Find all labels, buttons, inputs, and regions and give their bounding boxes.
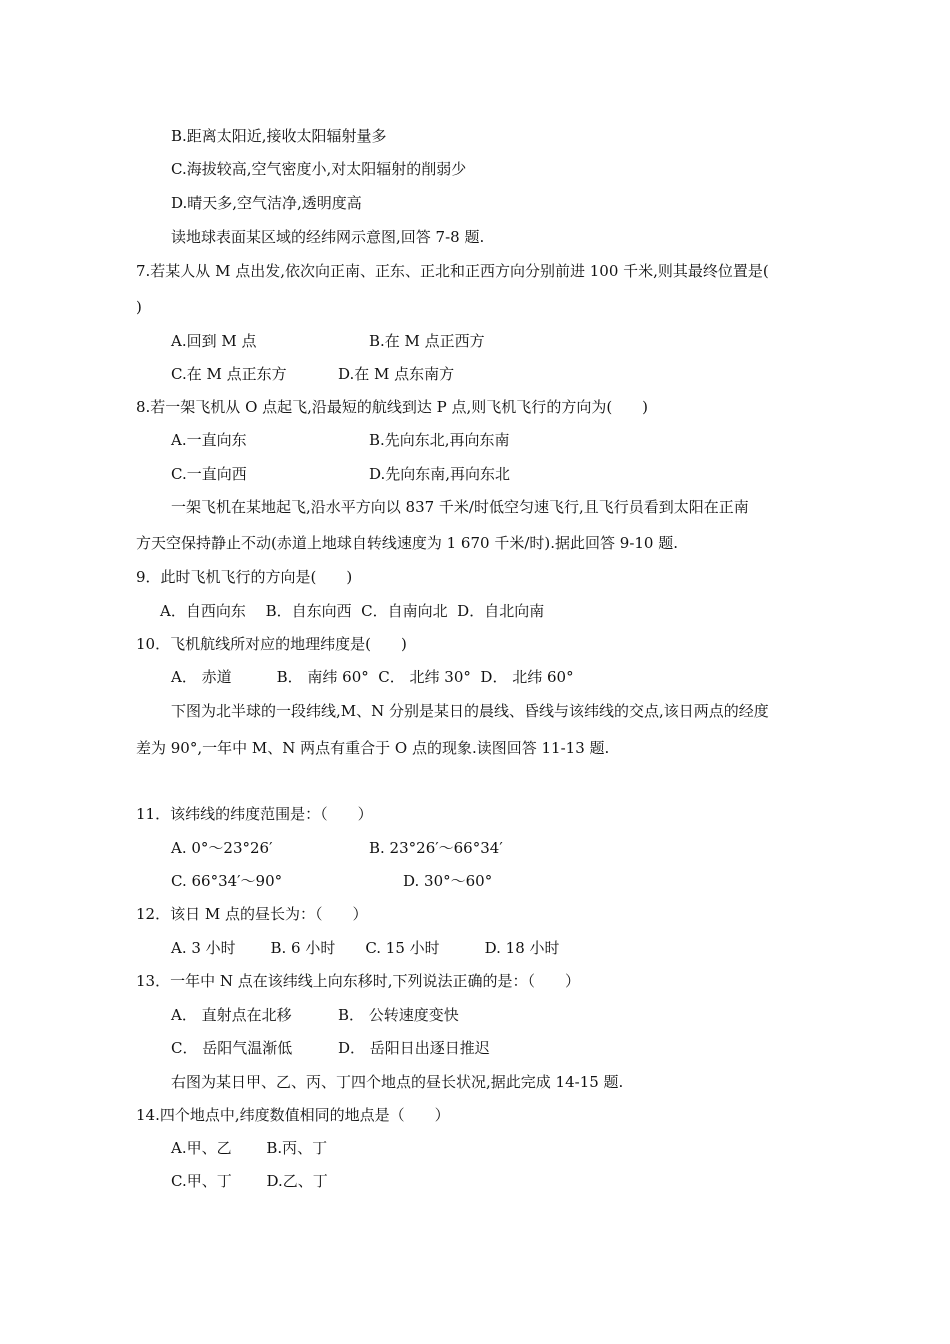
q7-option-a: A.回到 M 点 [171, 332, 257, 350]
q11-option-d: D. 30°～60° [403, 872, 493, 890]
question-14: 14.四个地点中,纬度数值相同的地点是（ ） [136, 1106, 450, 1124]
q11-option-b: B. 23°26′～66°34′ [369, 839, 503, 857]
q10-options: A． 赤道 B． 南纬 60° C． 北纬 30° D． 北纬 60° [171, 668, 574, 686]
q13-option-c: C． 岳阳气温渐低 [171, 1039, 293, 1057]
instruction-14-15: 右图为某日甲、乙、丙、丁四个地点的昼长状况,据此完成 14-15 题. [171, 1073, 624, 1091]
q9-options: A．自西向东 B．自东向西 C．自南向北 D．自北向南 [160, 602, 545, 620]
q8-option-c: C.一直向西 [171, 465, 247, 483]
passage-11-13-line2: 差为 90°,一年中 M、N 两点有重合于 O 点的现象.读图回答 11-13 题. [136, 739, 610, 757]
q6-option-c: C.海拔较高,空气密度小,对太阳辐射的削弱少 [171, 160, 467, 178]
q8-option-a: A.一直向东 [171, 431, 247, 449]
question-8: 8.若一架飞机从 O 点起飞,沿最短的航线到达 P 点,则飞机飞行的方向为( ) [136, 398, 649, 416]
q12-options: A. 3 小时 B. 6 小时 C. 15 小时 D. 18 小时 [171, 939, 560, 957]
q7-option-c: C.在 M 点正东方 [171, 365, 287, 383]
q13-option-d: D． 岳阳日出逐日推迟 [338, 1039, 490, 1057]
q6-option-d: D.晴天多,空气洁净,透明度高 [171, 194, 362, 212]
question-12: 12．该日 M 点的昼长为：（ ） [136, 905, 368, 923]
q11-option-c: C. 66°34′～90° [171, 872, 283, 890]
instruction-7-8: 读地球表面某区域的经纬网示意图,回答 7-8 题. [171, 228, 485, 246]
q13-option-a: A． 直射点在北移 [171, 1006, 292, 1024]
passage-9-10-line1: 一架飞机在某地起飞,沿水平方向以 837 千米/时低空匀速飞行,且飞行员看到太阳在正南 [171, 498, 749, 516]
q7-option-d: D.在 M 点东南方 [338, 365, 455, 383]
q8-option-d: D.先向东南,再向东北 [369, 465, 511, 483]
q14-options-ab: A.甲、乙 B.丙、丁 [171, 1139, 328, 1157]
q6-option-b: B.距离太阳近,接收太阳辐射量多 [171, 127, 387, 145]
question-7-paren: ) [136, 298, 142, 316]
passage-11-13-line1: 下图为北半球的一段纬线,M、N 分别是某日的晨线、昏线与该纬线的交点,该日两点的经度 [171, 702, 769, 720]
question-11: 11．该纬线的纬度范围是：（ ） [136, 805, 373, 823]
question-10: 10．飞机航线所对应的地理纬度是( ) [136, 635, 407, 653]
question-9: 9．此时飞机飞行的方向是( ) [136, 568, 353, 586]
question-7: 7.若某人从 M 点出发,依次向正南、正东、正北和正西方向分别前进 100 千米,则其最终位置是( [136, 262, 769, 280]
q8-option-b: B.先向东北,再向东南 [369, 431, 510, 449]
passage-9-10-line2: 方天空保持静止不动(赤道上地球自转线速度为 1 670 千米/时).据此回答 9-10 题. [136, 534, 679, 552]
question-13: 13．一年中 N 点在该纬线上向东移时,下列说法正确的是：（ ） [136, 972, 581, 990]
q11-option-a: A. 0°～23°26′ [171, 839, 273, 857]
q7-option-b: B.在 M 点正西方 [369, 332, 485, 350]
q13-option-b: B． 公转速度变快 [338, 1006, 459, 1024]
q14-options-cd: C.甲、丁 D.乙、丁 [171, 1172, 328, 1190]
